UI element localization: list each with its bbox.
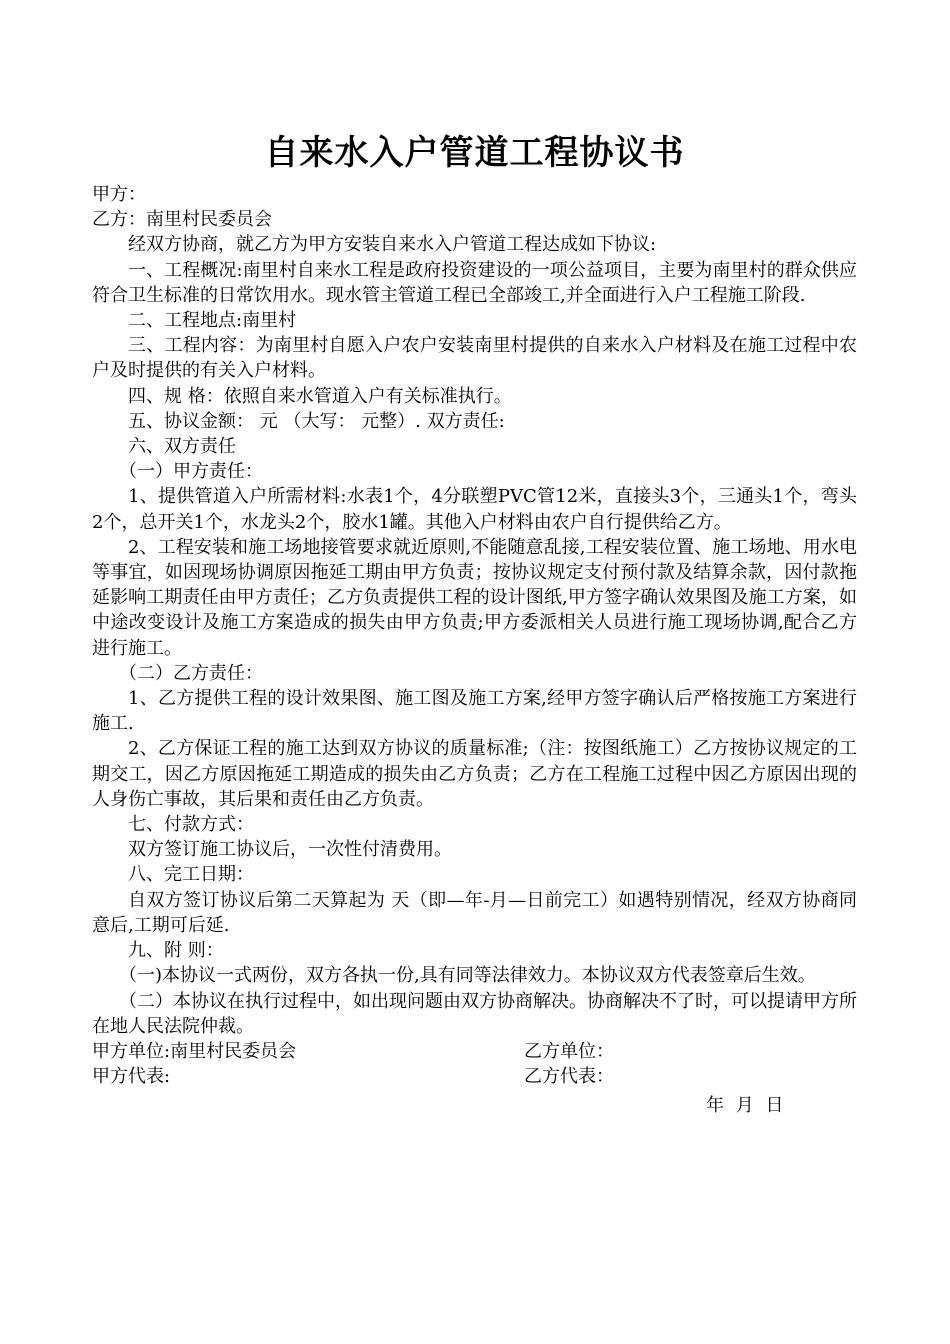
party-b-duty-heading: （二）乙方责任： xyxy=(119,662,263,684)
section-7-payment-heading: 七、付款方式： xyxy=(128,814,254,836)
section-5-amount: 五、协议金额： 元 （大写： 元整）. 双方责任: xyxy=(128,410,505,432)
signature-unit-row xyxy=(92,1039,857,1064)
party-b-duty-1: 1、乙方提供工程的设计效果图、施工图及施工方案,经甲方签字确认后严格按施工方案进行施工. xyxy=(92,688,857,735)
party-a-representative: 甲方代表: xyxy=(92,1066,171,1088)
document-title: 自来水入户管道工程协议书 xyxy=(264,133,685,173)
section-9-appendix-heading: 九、附 则： xyxy=(128,940,224,962)
party-b-unit: 乙方单位： xyxy=(524,1040,614,1062)
party-a-duty-2: 2、工程安装和施工场地接管要求就近原则,不能随意乱接,工程安装位置、施工场地、用水电等事宜，如因现场协调原因拖延工期由甲方负责；按协议规定支付预付款及结算余款，因付款拖延影响工期责任由甲方责任；乙方负责提供工程的设计图纸,甲方签字确认效果图及施工方案，如中途改变设计及施工方案造成的损失由甲方负责;甲方委派相关人员进行施工现场协调,配合乙方进行施工。 xyxy=(92,536,857,659)
signing-date: 年 月 日 xyxy=(706,1095,784,1117)
intro-paragraph: 经双方协商，就乙方为甲方安装自来水入户管道工程达成如下协议: xyxy=(128,234,657,256)
section-8-completion-body: 自双方签订协议后第二天算起为 天（即—年-月—日前完工）如遇特别情况，经双方协商同意后,工期可后延. xyxy=(92,889,857,936)
signature-rep-row xyxy=(92,1064,857,1089)
party-b-duty-2: 2、乙方保证工程的施工达到双方协议的质量标准;（注：按图纸施工）乙方按协议规定的工期交工，因乙方原因拖延工期造成的损失由乙方负责；乙方在工程施工过程中因乙方原因出现的人身伤亡事故，其后果和责任由乙方负责。 xyxy=(92,738,857,810)
party-a-duty-heading: （一）甲方责任： xyxy=(119,461,263,483)
section-4-spec: 四、规 格：依照自来水管道入户有关标准执行。 xyxy=(128,385,512,407)
party-a-duty-1: 1、提供管道入户所需材料:水表1个，4分联塑PVC管12米，直接头3个，三通头1个，弯头2个，总开关1个，水龙头2个，胶水1罐。其他入户材料由农户自行提供给乙方。 xyxy=(92,486,857,533)
section-1-overview: 一、工程概况:南里村自来水工程是政府投资建设的一项公益项目，主要为南里村的群众供应符合卫生标准的日常饮用水。现水管主管道工程已全部竣工,并全面进行入户工程施工阶段. xyxy=(92,259,857,306)
appendix-clause-2: （二）本协议在执行过程中，如出现问题由双方协商解决。协商解决不了时，可以提请甲方所在地人民法院仲裁。 xyxy=(92,990,857,1037)
party-a-unit: 甲方单位:南里村民委员会 xyxy=(92,1040,297,1062)
party-b-line: 乙方：南里村民委员会 xyxy=(92,209,272,231)
section-8-completion-heading: 八、完工日期： xyxy=(128,864,254,886)
party-a-line: 甲方： xyxy=(92,184,146,205)
section-7-payment-body: 双方签订施工协议后，一次性付清费用。 xyxy=(128,839,452,861)
section-6-heading: 六、双方责任 xyxy=(128,436,236,458)
appendix-clause-1: （一)本协议一式两份，双方各执一份,具有同等法律效力。本协议双方代表签章后生效。 xyxy=(119,965,816,987)
section-3-content: 三、工程内容：为南里村自愿入户农户安装南里村提供的自来水入户材料及在施工过程中农户及时提供的有关入户材料。 xyxy=(92,335,857,382)
party-b-representative: 乙方代表： xyxy=(524,1066,614,1088)
agreement-document xyxy=(92,130,857,1123)
section-2-location: 二、工程地点:南里村 xyxy=(128,310,297,332)
